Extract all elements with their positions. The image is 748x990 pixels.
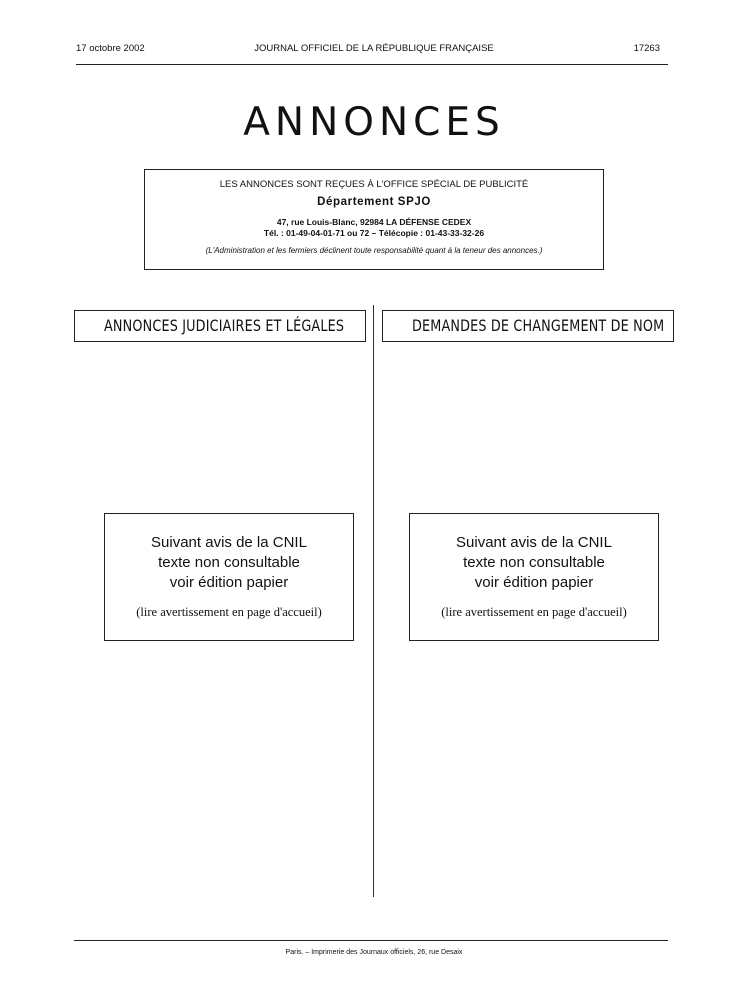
cnil-notice-line2: texte non consultable xyxy=(158,554,300,571)
info-box xyxy=(144,169,604,270)
cnil-notice-line1: Suivant avis de la CNIL xyxy=(456,534,612,551)
header-date: 17 octobre 2002 xyxy=(76,43,145,54)
section-heading-name-change xyxy=(382,310,674,342)
section-heading-judicial xyxy=(74,310,366,342)
cnil-notice-line3: voir édition papier xyxy=(474,574,594,591)
section-heading-name-change-label: DEMANDES DE CHANGEMENT DE NOM xyxy=(412,316,665,335)
cnil-notice-note: (lire avertissement en page d'accueil) xyxy=(136,605,322,619)
header-journal-title: JOURNAL OFFICIEL DE LA RÉPUBLIQUE FRANÇAISE xyxy=(254,43,494,54)
header-rule xyxy=(76,64,668,65)
section-heading-judicial-label: ANNONCES JUDICIAIRES ET LÉGALES xyxy=(104,316,345,335)
page-title: ANNONCES xyxy=(243,100,505,145)
info-department: Département SPJO xyxy=(317,196,431,208)
cnil-notice-right xyxy=(409,513,659,641)
cnil-notice-line2: texte non consultable xyxy=(463,554,605,571)
info-reception-line: LES ANNONCES SONT REÇUES À L'OFFICE SPÉCIAL DE PUBLICITÉ xyxy=(219,179,529,190)
info-telephone: Tél. : 01-49-04-01-71 ou 72 – Télécopie : 01-43-33-32-26 xyxy=(263,228,485,238)
cnil-notice-line1: Suivant avis de la CNIL xyxy=(151,534,307,551)
cnil-notice-left xyxy=(104,513,354,641)
footer-rule xyxy=(74,940,668,941)
footer-printer: Paris. – Imprimerie des Journaux officiels, 26, rue Desaix xyxy=(285,949,463,956)
cnil-notice-line3: voir édition papier xyxy=(169,574,289,591)
info-disclaimer: (L'Administration et les fermiers déclinent toute responsabilité quant à la teneur des annonces.) xyxy=(205,246,543,255)
info-address: 47, rue Louis-Blanc, 92984 LA DÉFENSE CEDEX xyxy=(276,217,472,227)
cnil-notice-note: (lire avertissement en page d'accueil) xyxy=(441,605,627,619)
header-page-number: 17263 xyxy=(633,43,660,54)
column-divider xyxy=(373,305,374,897)
